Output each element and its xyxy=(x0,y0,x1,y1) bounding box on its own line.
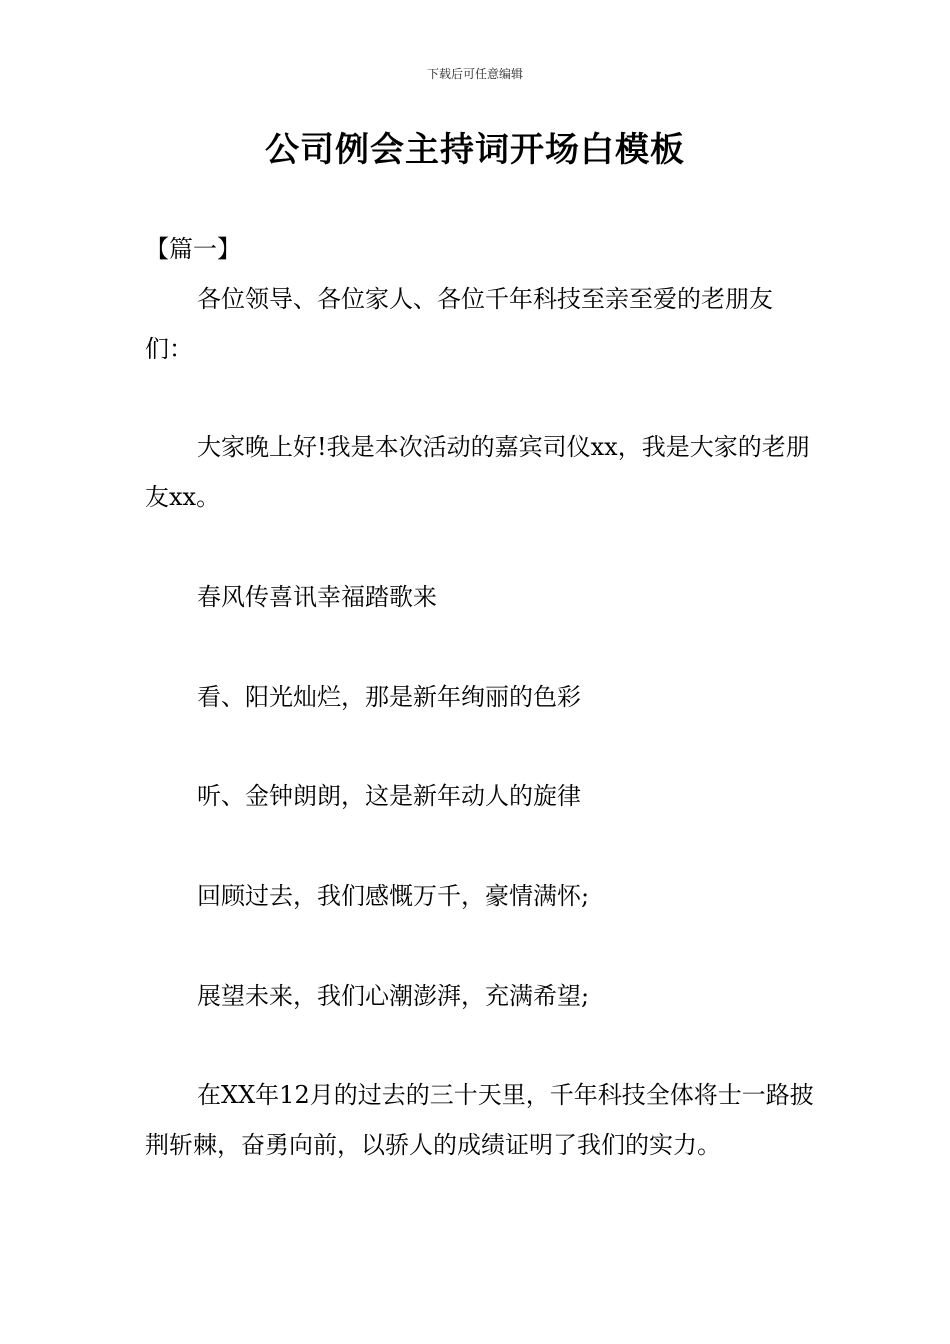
page-header-note: 下载后可任意编辑 xyxy=(426,67,523,81)
paragraph-introduction: 大家晚上好!我是本次活动的嘉宾司仪xx，我是大家的老朋友xx。 xyxy=(145,433,810,511)
document-title: 公司例会主持词开场白模板 xyxy=(265,130,685,170)
paragraph-line: 看、阳光灿烂，那是新年绚丽的色彩 xyxy=(197,683,581,711)
paragraph-greeting: 各位领导、各位家人、各位千年科技至亲至爱的老朋友们： xyxy=(145,285,773,363)
paragraph-line: 听、金钟朗朗，这是新年动人的旋律 xyxy=(197,782,581,810)
paragraph-line: 春风传喜讯幸福踏歌来 xyxy=(197,583,437,611)
paragraph-line: 回顾过去，我们感慨万千，豪情满怀; xyxy=(197,882,590,910)
paragraph-line: 展望未来，我们心潮澎湃，充满希望; xyxy=(197,982,590,1010)
section-label: 【篇一】 xyxy=(145,235,241,263)
paragraph-review: 在XX年12月的过去的三十天里，千年科技全体将士一路披荆斩棘，奋勇向前，以骄人的成绩证明了我们的实力。 xyxy=(145,1081,814,1159)
